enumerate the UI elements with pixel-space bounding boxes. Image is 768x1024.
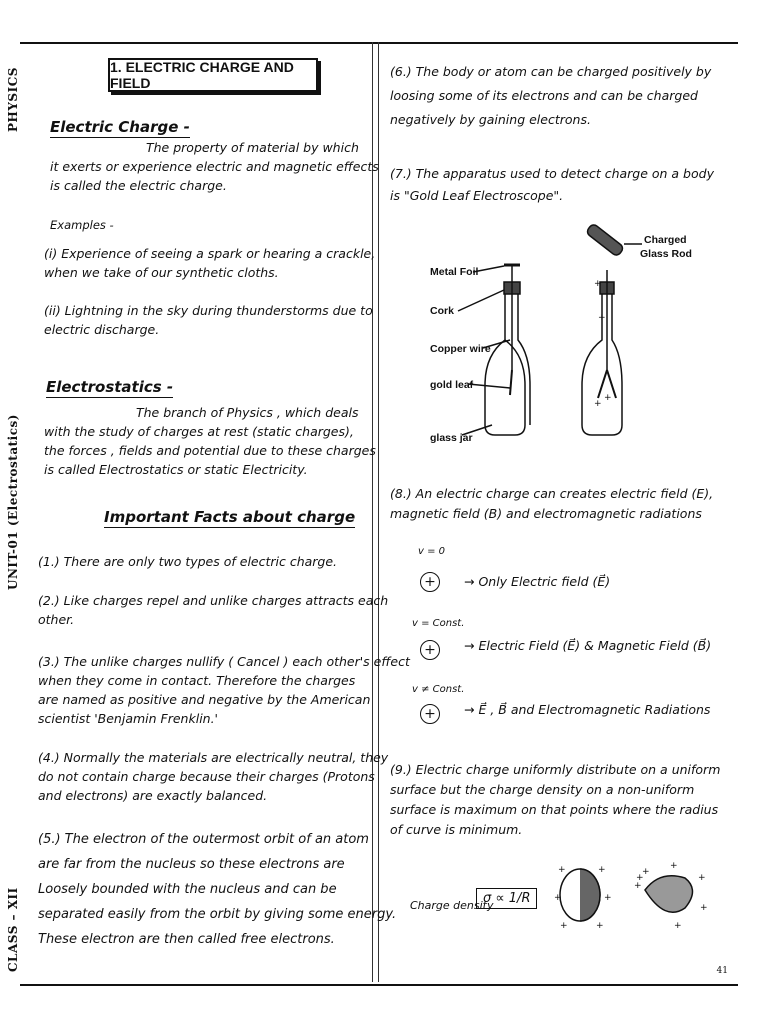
body-charge-3: + [642,867,650,877]
page-number: 41 [716,966,728,976]
case-1-result: → Only Electric field (E⃗) [464,574,611,589]
right-jar [582,290,622,435]
electric-charge-line-3: is called the electric charge. [50,178,227,193]
case-3-condition: v ≠ Const. [412,684,465,695]
left-jar [485,290,525,435]
case-3-result: → E⃗ , B⃗ and Electromagnetic Radiations [464,702,711,717]
sphere-charge-6: + [596,921,604,931]
body-charge-2: + [636,873,644,883]
left-leaf [510,370,512,395]
electric-charge-line-1: The property of material by which [146,140,359,155]
point-9-line-3: surface is maximum on that points where the radius [390,802,719,817]
charge-sign-3: + [604,393,612,403]
example-line-2: when we take of our synthetic cloths. [44,265,279,280]
sphere-charge-3: + [554,893,562,903]
uniform-sphere-shade [580,869,600,921]
point-8-line-2: magnetic field (B) and electromagnetic radiations [390,506,702,521]
fact-3-line-3: are named as positive and negative by the American [38,692,371,707]
label-glass-jar: glass jar [430,432,473,444]
body-charge-7: + [674,921,682,931]
fact-2-line-2: other. [38,612,75,627]
charge-circle-3: + [420,704,440,724]
sphere-charge-5: + [560,921,568,931]
charge-circle-2: + [420,640,440,660]
sphere-charge-1: + [558,865,566,875]
fact-3-line-2: when they come in contact. Therefore the charges [38,673,356,688]
example-line-4: electric discharge. [44,322,160,337]
point-7-line-1: (7.) The apparatus used to detect charge on a body [390,166,714,181]
fact-3-line-4: scientist 'Benjamin Frenklin.' [38,711,218,726]
charge-sign-2: + [598,313,606,323]
case-2-condition: v = Const. [412,618,465,629]
fact-5-line-1: (5.) The electron of the outermost orbit of an atom [38,832,369,847]
fact-2-line-1: (2.) Like charges repel and unlike charges attracts each [38,593,389,608]
electrostatics-line-1: The branch of Physics , which deals [136,405,359,420]
body-charge-6: + [700,903,708,913]
point-7-line-2: is "Gold Leaf Electroscope". [390,188,564,203]
column-divider [372,42,373,982]
fact-5-line-2: are far from the nucleus so these electrons are [38,857,345,872]
electric-charge-heading: Electric Charge - [50,118,190,136]
point-9-line-1: (9.) Electric charge uniformly distribute on a uniform [390,762,721,777]
fact-4-line-1: (4.) Normally the materials are electrically neutral, they [38,750,389,765]
point-8-line-1: (8.) An electric charge can creates electric field (E), [390,486,714,501]
charge-sign-4: + [594,399,602,409]
point-9-line-4: of curve is minimum. [390,822,523,837]
point-6-line-3: negatively by gaining electrons. [390,112,591,127]
charge-density-formula: σ ∝ 1/R [476,888,537,909]
charge-distribution-diagram [550,850,720,940]
charge-circle-1: + [420,572,440,592]
fact-1-line-1: (1.) There are only two types of electric charge. [38,554,338,569]
facts-heading: Important Facts about charge [104,508,356,526]
charge-sign-1: + [594,279,602,289]
column-divider-2 [378,42,379,982]
point-6-line-1: (6.) The body or atom can be charged positively by [390,64,712,79]
label-charged: Charged [644,234,687,246]
label-cork: Cork [430,305,454,317]
electrostatics-heading: Electrostatics - [46,378,174,396]
label-metal-foil: Metal Foil [430,266,479,278]
electric-charge-line-2: it exerts or experience electric and magnetic effects [50,159,379,174]
charge-density-label: Charge density [410,899,494,912]
label-glass-rod: Glass Rod [640,248,692,260]
point-6-line-2: loosing some of its electrons and can be charged [390,88,698,103]
body-charge-5: + [698,873,706,883]
side-label-unit: UNIT-01 (Electrostatics) [6,414,20,590]
side-label-class: CLASS – XII [6,887,20,972]
chapter-title: 1. ELECTRIC CHARGE AND FIELD [108,58,318,92]
body-charge-1: + [634,881,642,891]
body-charge-4: + [670,861,678,871]
label-gold-leaf: gold leaf [430,379,474,391]
point-9-line-2: surface but the charge density on a non-uniform [390,782,695,797]
electrostatics-line-2: with the study of charges at rest (static charges), [44,424,354,439]
case-2-result: → Electric Field (E⃗) & Magnetic Field (B⃗) [464,638,712,653]
fact-5-line-5: These electron are then called free electrons. [38,932,335,947]
sphere-charge-2: + [598,865,606,875]
fact-4-line-3: and electrons) are exactly balanced. [38,788,268,803]
label-copper-wire: Copper wire [430,343,491,355]
side-label-subject: PHYSICS [6,67,20,132]
electrostatics-line-3: the forces , fields and potential due to these charges [44,443,376,458]
example-line-1: (i) Experience of seeing a spark or hearing a crackle, [44,246,376,261]
non-uniform-body [645,876,693,913]
case-1-condition: v = 0 [418,546,446,557]
examples-label: Examples - [50,218,114,232]
fact-5-line-3: Loosely bounded with the nucleus and can be [38,882,337,897]
example-line-3: (ii) Lightning in the sky during thunderstorms due to [44,303,373,318]
electrostatics-line-4: is called Electrostatics or static Electricity. [44,462,308,477]
sphere-charge-4: + [604,893,612,903]
fact-4-line-2: do not contain charge because their charges (Protons [38,769,375,784]
fact-5-line-4: separated easily from the orbit by giving some energy. [38,907,397,922]
charged-glass-rod [586,223,625,257]
fact-3-line-1: (3.) The unlike charges nullify ( Cancel ) each other's effect [38,654,410,669]
